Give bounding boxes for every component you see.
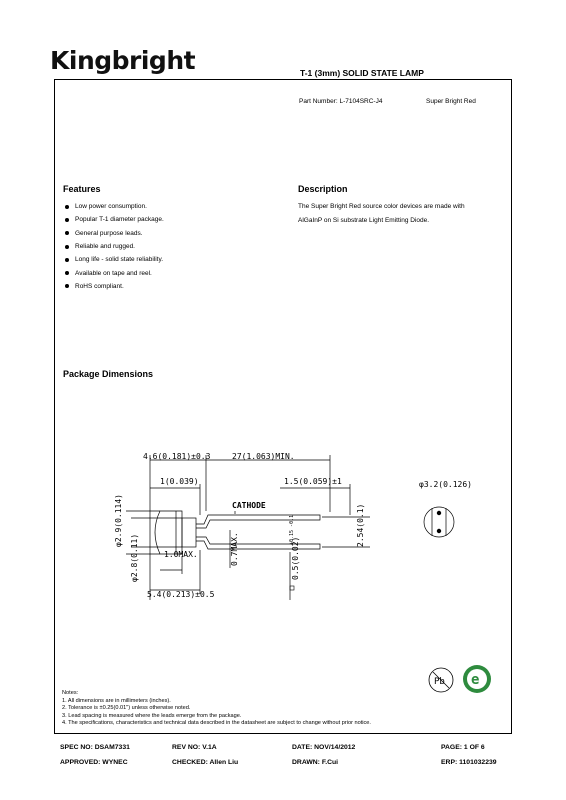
pb-free-icon	[429, 668, 453, 692]
note-line: 3. Lead spacing is measured where the leads emerge from the package.	[62, 712, 242, 719]
dim-label: 1.0MAX.	[164, 550, 198, 559]
description-line: The Super Bright Red source color devices are made with	[298, 203, 465, 210]
feature-text: RoHS compliant.	[75, 282, 124, 290]
dim-label: φ2.8(0.11)	[130, 533, 139, 582]
description-heading: Description	[298, 184, 348, 194]
dim-label: 0.7MAX.	[230, 532, 239, 566]
approved-by: APPROVED: WYNEC	[60, 759, 128, 766]
drawn-by: DRAWN: F.Cui	[292, 759, 339, 766]
feature-text: Long life - solid state reliability.	[75, 256, 164, 264]
feature-text: General purpose leads.	[75, 229, 143, 237]
cathode-label: CATHODE	[232, 501, 266, 510]
feature-text: Low power consumption.	[75, 203, 147, 211]
checked-by: CHECKED: Allen Liu	[172, 759, 239, 766]
dim-label: 1(0.039)	[160, 477, 199, 486]
led-base	[182, 518, 196, 547]
feature-text: Popular T-1 diameter package.	[75, 216, 164, 224]
dim-label: 0.5(0.02)	[291, 536, 300, 580]
rev-no: REV NO: V.1A	[172, 744, 217, 751]
dim-tolerance: +0.15 -0.1	[289, 514, 295, 545]
note-line: 1. All dimensions are in millimeters (inches).	[62, 697, 171, 704]
dim-label: φ2.9(0.114)	[114, 494, 123, 547]
dim-label: 5.4(0.213)±0.5	[147, 590, 215, 599]
svg-text:e: e	[471, 672, 480, 688]
dim-label: 27(1.063)MIN.	[232, 452, 295, 461]
dim-label: φ3.2(0.126)	[419, 480, 472, 489]
document-title: T-1 (3mm) SOLID STATE LAMP	[300, 68, 424, 78]
dim-label: 1.5(0.059)±1	[284, 477, 342, 486]
lead-top	[196, 515, 320, 528]
lead-dot-icon	[437, 511, 441, 515]
notes-section	[62, 690, 371, 728]
note-line: 4. The specifications, characteristics and technical data described in the datasheet are subject to change without prior notice.	[62, 720, 371, 727]
svg-text:Pb: Pb	[434, 677, 445, 687]
dim-label: 4.6(0.181)±0.3	[143, 452, 211, 461]
note-line: 2. Tolerance is ±0.25(0.01") unless otherwise noted.	[62, 705, 191, 712]
company-logo: Kingbright	[50, 46, 196, 75]
spec-no: SPEC NO: DSAM7331	[60, 744, 130, 751]
package-heading: Package Dimensions	[63, 369, 154, 379]
erp-number: ERP: 1101032239	[441, 759, 497, 766]
dim-label: 2.54(0.1)	[356, 503, 365, 547]
feature-text: Reliable and rugged.	[75, 243, 135, 251]
feature-text: Available on tape and reel.	[75, 269, 152, 277]
page-number: PAGE: 1 OF 6	[441, 744, 485, 751]
description-line: AlGaInP on Si substrate Light Emitting Diode.	[298, 216, 430, 224]
part-number: Part Number: L-7104SRC-J4	[299, 98, 383, 105]
lead-dot-icon	[437, 529, 441, 533]
rohs-e-icon	[463, 665, 491, 693]
led-lens	[155, 511, 182, 554]
lead-bottom	[196, 537, 320, 549]
square-lead-icon	[290, 586, 294, 590]
notes-heading: Notes:	[62, 690, 79, 696]
color-name: Super Bright Red	[426, 98, 476, 105]
date: DATE: NOV/14/2012	[292, 744, 356, 751]
features-heading: Features	[63, 184, 101, 194]
